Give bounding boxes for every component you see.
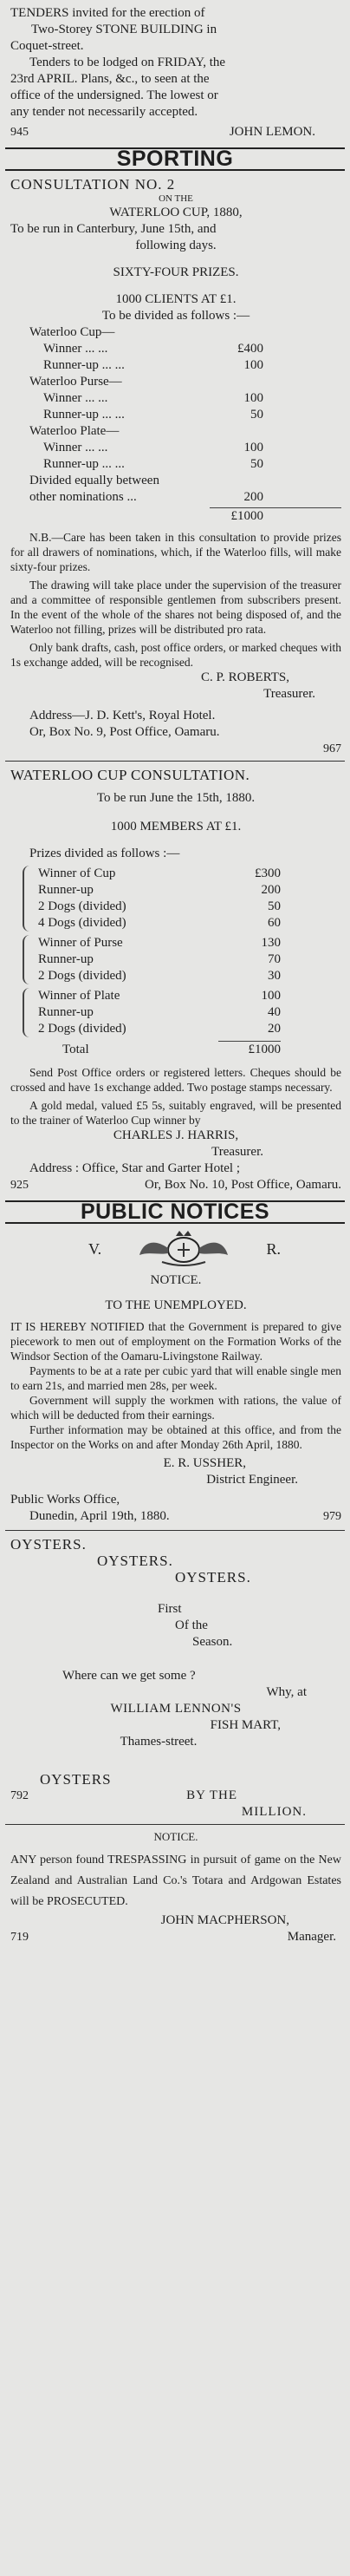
prize-value: £300	[255, 866, 281, 880]
notice-date: Dunedin, April 19th, 1880.	[29, 1509, 170, 1523]
consultation-clients: 1000 CLIENTS AT £1.	[115, 292, 237, 306]
waterloo-send: Send Post Office orders or registered letters. Cheques should be crossed and have 1s exchange added. Two postage stamps necessary.	[10, 1066, 341, 1094]
prize-label: Winner ... ...	[43, 441, 108, 454]
consultation-role: Treasurer.	[263, 687, 315, 701]
consultation-divided: To be divided as follows :—	[101, 309, 250, 323]
prize-value: 60	[268, 916, 281, 930]
oysters-l3: OYSTERS.	[175, 1569, 251, 1585]
notice-signature: E. R. USSHER,	[163, 1456, 246, 1470]
prize-row	[38, 951, 281, 968]
prize-value: 100	[261, 989, 281, 1003]
notice-heading: NOTICE.	[150, 1273, 202, 1287]
prize-row	[29, 374, 263, 390]
waterloo-prize-groups	[10, 866, 341, 1037]
prize-value: £400	[237, 342, 263, 356]
prize-value: 30	[268, 969, 281, 983]
notice-p2: Payments to be at a rate per cubic yard that will enable single men to earn 21s, and married men 28s, per week.	[10, 1364, 341, 1392]
oysters-l1: OYSTERS.	[10, 1536, 87, 1553]
prize-value: 20	[268, 1022, 281, 1036]
prize-label: Runner-up	[38, 952, 94, 966]
prize-value: 100	[243, 441, 263, 454]
prize-row	[29, 489, 263, 506]
prize-label: Waterloo Cup—	[29, 325, 115, 339]
prize-value: 50	[268, 899, 281, 913]
prize-value: 70	[268, 952, 281, 966]
oysters-ref: 792	[10, 1789, 29, 1802]
trespass-notice: NOTICE.	[153, 1830, 198, 1843]
prize-value: 100	[243, 391, 263, 405]
oysters-o1: OYSTERS	[40, 1771, 112, 1788]
consultation-only: Only bank drafts, cash, post office orders, or marked cheques with 1s exchange added, will be recognised.	[10, 641, 341, 669]
prize-group	[23, 988, 281, 1037]
notice-role: District Engineer.	[206, 1473, 298, 1487]
brace-mark	[23, 988, 33, 1037]
royal-crest-icon	[136, 1229, 231, 1269]
trespass-signature: JOHN MACPHERSON,	[160, 1913, 289, 1927]
waterloo-role: Treasurer.	[211, 1145, 263, 1159]
tenders-line-1: TENDERS invited for the erection of	[10, 6, 205, 20]
consultation-cup: WATERLOO CUP, 1880,	[109, 206, 243, 219]
trespass-ad	[10, 1828, 341, 1945]
prize-row	[38, 866, 281, 882]
consultation-title: CONSULTATION NO. 2	[10, 176, 176, 193]
tenders-signature: JOHN LEMON.	[229, 125, 315, 139]
prize-value: 130	[261, 936, 281, 950]
waterloo-address1: Address : Office, Star and Garter Hotel ;	[29, 1161, 240, 1175]
prize-label: Runner-up ... ...	[43, 358, 125, 372]
tenders-line-2: Two-Storey STONE BUILDING in	[31, 23, 217, 36]
prize-row	[38, 935, 281, 951]
trespass-role: Manager.	[287, 1930, 336, 1944]
trespass-p1: ANY person found TRESPASSING in pursuit of game on the New Zealand and Australian Land Co.'s Totara and Ardgowan Estates will be PROSECUTED.	[10, 1854, 341, 1908]
prize-row	[38, 915, 281, 932]
prize-label: 2 Dogs (divided)	[38, 1022, 126, 1036]
crest-v: V.	[88, 1239, 102, 1258]
oysters-ad	[10, 1536, 341, 1821]
prize-label: Runner-up ... ...	[43, 457, 125, 471]
consultation-drawing: The drawing will take place under the supervision of the treasurer and a committee of responsible gentlemen from subscribers present. In the event of the whole of the shares not being disposed of, and the Waterloo not filling, prizes will be distributed pro rata.	[10, 579, 341, 636]
prize-group	[23, 935, 281, 984]
consultation-run-in: To be run in Canterbury, June 15th, and	[10, 222, 217, 236]
tenders-ref: 945	[10, 126, 29, 139]
consultation-signature: C. P. ROBERTS,	[200, 670, 289, 684]
prize-label: Runner-up	[38, 1005, 94, 1019]
consultation-nb: N.B.—Care has been taken in this consultation to provide prizes for all drawers of nominations, which, if the Waterloo fills, will make sixty-four prizes.	[10, 531, 341, 573]
oysters-mart: FISH MART,	[210, 1718, 281, 1732]
prize-row	[38, 988, 281, 1004]
oysters-where: Where can we get some ?	[62, 1669, 196, 1683]
prize-value: 200	[261, 883, 281, 897]
notice-to: TO THE UNEMPLOYED.	[105, 1298, 247, 1312]
prize-value: 40	[268, 1005, 281, 1019]
prize-label: Winner of Purse	[38, 936, 123, 950]
prize-row	[29, 423, 263, 440]
consultation-address2: Or, Box No. 9, Post Office, Oamaru.	[29, 725, 220, 739]
tenders-line-3: Coquet-street.	[10, 39, 84, 53]
consultation-prizes-heading: SIXTY-FOUR PRIZES.	[113, 265, 239, 279]
oysters-first: First	[158, 1602, 182, 1616]
waterloo-total: £1000	[248, 1043, 281, 1056]
prize-value	[211, 324, 263, 341]
prize-row	[29, 390, 263, 407]
oysters-million: MILLION.	[241, 1805, 307, 1819]
oysters-of: Of the	[175, 1618, 208, 1632]
prize-row	[29, 324, 263, 341]
trespass-ref: 719	[10, 1931, 29, 1944]
waterloo-run: To be run June the 15th, 1880.	[96, 791, 256, 805]
tenders-ad	[10, 5, 341, 141]
unemployed-notice-ad	[10, 1229, 341, 1525]
waterloo-address2: Or, Box No. 10, Post Office, Oamaru.	[144, 1178, 341, 1192]
tenders-line-4: Tenders to be lodged on FRIDAY, the	[29, 56, 226, 69]
prize-row	[38, 899, 281, 915]
prize-label: 4 Dogs (divided)	[38, 916, 126, 930]
waterloo-divided: Prizes divided as follows :—	[29, 847, 180, 860]
prize-label: Runner-up	[38, 883, 94, 897]
prize-value: 50	[250, 408, 263, 422]
prize-group	[23, 866, 281, 932]
crest-r: R.	[266, 1239, 281, 1258]
tenders-line-6: office of the undersigned. The lowest or	[10, 88, 218, 102]
prize-row	[29, 407, 263, 423]
brace-mark	[23, 935, 33, 984]
prize-value: 50	[250, 457, 263, 471]
tenders-line-5: 23rd APRIL. Plans, &c., to seen at the	[10, 72, 210, 86]
waterloo-total-label: Total	[62, 1043, 89, 1056]
waterloo-consultation-ad	[10, 767, 341, 1193]
waterloo-signature: CHARLES J. HARRIS,	[113, 1128, 239, 1142]
consultation-ad	[10, 176, 341, 757]
notice-p1: IT IS HEREBY NOTIFIED that the Government is prepared to give piecework to men out of employment on the Formation Works of the Windsor Section of the Oamaru-Livingstone Railway.	[10, 1320, 341, 1363]
oysters-season: Season.	[192, 1635, 233, 1649]
consultation-total: £1000	[210, 507, 341, 525]
prize-label: Winner of Plate	[38, 989, 120, 1003]
prize-value: 100	[243, 358, 263, 372]
prize-row	[29, 473, 263, 489]
notice-p4: Further information may be obtained at this office, and from the Inspector on the Works on and after Monday 26th April, 1880.	[10, 1423, 341, 1451]
prize-row	[38, 1021, 281, 1037]
oysters-why: Why, at	[266, 1685, 307, 1699]
prize-row	[29, 357, 263, 374]
sporting-header: SPORTING	[116, 147, 234, 171]
prize-row	[38, 968, 281, 984]
prize-row	[29, 341, 263, 357]
prize-value: 200	[243, 490, 263, 504]
consultation-ref: 967	[323, 742, 341, 755]
prize-label: Winner of Cup	[38, 866, 116, 880]
prize-label: Waterloo Purse—	[29, 375, 122, 389]
public-notices-header: PUBLIC NOTICES	[80, 1200, 270, 1224]
notice-p3: Government will supply the workmen with rations, the value of which will be deducted from their earnings.	[10, 1394, 341, 1422]
notice-ref: 979	[323, 1510, 341, 1523]
brace-mark	[23, 866, 33, 932]
prize-label: 2 Dogs (divided)	[38, 969, 126, 983]
prize-value	[211, 374, 263, 390]
prize-row	[29, 456, 263, 473]
oysters-street: Thames-street.	[120, 1735, 198, 1749]
prize-row	[38, 1004, 281, 1021]
oysters-l2: OYSTERS.	[97, 1553, 173, 1569]
waterloo-members: 1000 MEMBERS AT £1.	[110, 820, 242, 834]
waterloo-ref: 925	[10, 1179, 29, 1192]
consultation-address1: Address—J. D. Kett's, Royal Hotel.	[29, 709, 216, 722]
prize-label: Divided equally between	[29, 474, 159, 487]
consultation-on-the: ON THE	[159, 193, 193, 204]
waterloo-title: WATERLOO CUP CONSULTATION.	[10, 767, 250, 783]
prize-label: 2 Dogs (divided)	[38, 899, 126, 913]
tenders-line-7: any tender not necessarily accepted.	[10, 105, 198, 119]
oysters-name: WILLIAM LENNON'S	[110, 1702, 242, 1716]
consultation-prize-list	[10, 324, 341, 506]
notice-office: Public Works Office,	[10, 1493, 120, 1507]
waterloo-medal: A gold medal, valued £5 5s, suitably engraved, will be presented to the trainer of Waterloo Cup winner by	[10, 1099, 341, 1127]
oysters-by: BY THE	[186, 1788, 237, 1802]
prize-label: other nominations ...	[29, 490, 137, 504]
prize-label: Runner-up ... ...	[43, 408, 125, 422]
prize-value	[211, 473, 263, 489]
prize-row	[29, 440, 263, 456]
prize-row	[38, 882, 281, 899]
prize-label: Waterloo Plate—	[29, 424, 120, 438]
consultation-following: following days.	[135, 239, 217, 252]
prize-value	[211, 423, 263, 440]
prize-label: Winner ... ...	[43, 391, 108, 405]
prize-label: Winner ... ...	[43, 342, 108, 356]
